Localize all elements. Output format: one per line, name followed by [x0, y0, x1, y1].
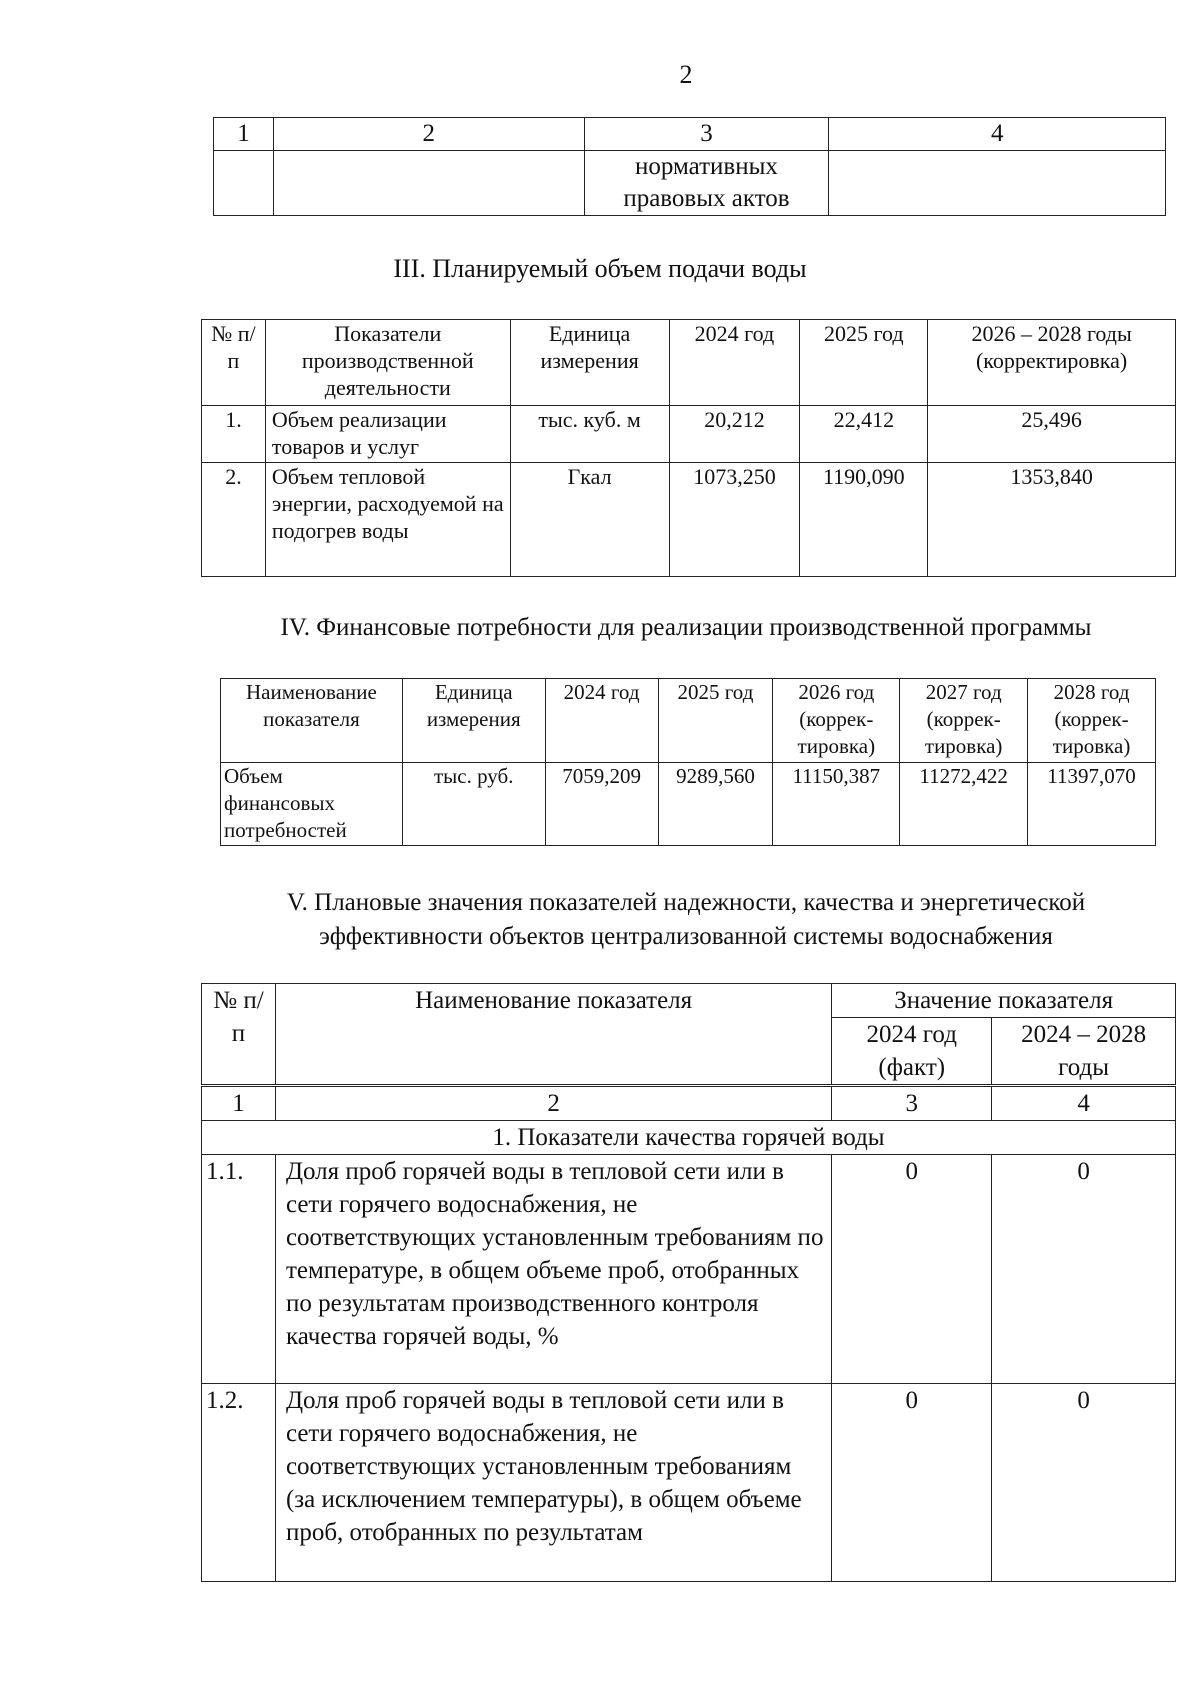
header-cell: Единица измерения: [510, 320, 669, 406]
header-cell: 2026 год (коррек- тировка): [773, 679, 900, 763]
header-cell: 2024 год: [545, 679, 658, 763]
row-number: 1.2.: [202, 1384, 276, 1582]
header-cell: 2027 год (коррек- тировка): [900, 679, 1028, 763]
row-name: Доля проб горячей воды в тепловой сети или в сети горячего водоснабжения, не соответствующих установленным требованиям (за исключением температуры), в общем объеме проб, отобранных по результатам: [275, 1384, 831, 1582]
row-name: Объем финансовых потребностей: [221, 763, 403, 846]
row-unit: тыс. куб. м: [510, 406, 669, 463]
table-header-row: [221, 679, 1156, 763]
col-number: 3: [584, 118, 829, 151]
header-value: Значение показателя: [832, 984, 1176, 1018]
value-2027: 11272,422: [900, 763, 1028, 846]
financial-needs-table: [220, 678, 1156, 846]
table-header-row: [202, 320, 1176, 406]
header-cell: Показатели производственной деятельности: [265, 320, 510, 406]
col-number: 4: [992, 1086, 1176, 1121]
header-fact: 2024 год (факт): [832, 1018, 992, 1086]
header-num: № п/п: [202, 984, 276, 1086]
value-2025: 9289,560: [658, 763, 773, 846]
header-cell: 2025 год: [800, 320, 928, 406]
group-title: 1. Показатели качества горячей воды: [202, 1121, 1176, 1155]
section-4-title: IV. Финансовые потребности для реализации производственной программы: [280, 614, 1092, 641]
row-name: Объем реализации товаров и услуг: [265, 406, 510, 463]
table-row: [202, 463, 1176, 577]
row-unit: Гкал: [510, 463, 669, 577]
table-cell: [214, 151, 274, 216]
table-row: [214, 151, 1166, 216]
value-2026: 11150,387: [773, 763, 900, 846]
page-number: 2: [679, 60, 693, 89]
value-fact: 0: [832, 1155, 992, 1384]
value-2025: 22,412: [800, 406, 928, 463]
row-number: 1.1.: [202, 1155, 276, 1384]
section-3-title: III. Планируемый объем подачи воды: [393, 254, 807, 283]
header-cell: Единица измерения: [402, 679, 545, 763]
row-number: 2.: [202, 463, 266, 577]
value-plan: 0: [992, 1155, 1176, 1384]
value-2024: 7059,209: [545, 763, 658, 846]
section-5-title-line1: V. Плановые значения показателей надежности, качества и энергетической: [286, 889, 1086, 916]
header-cell: 2028 год (коррек- тировка): [1028, 679, 1156, 763]
value-2028: 11397,070: [1028, 763, 1156, 846]
continuation-table: [213, 117, 1166, 216]
column-numbers-row: [202, 1086, 1176, 1121]
table-row: [202, 1384, 1176, 1582]
value-2024: 1073,250: [669, 463, 800, 577]
table-row: [221, 763, 1156, 846]
value-fact: 0: [832, 1384, 992, 1582]
header-name: Наименование показателя: [275, 984, 831, 1086]
table-row: [202, 1155, 1176, 1384]
table-row: [202, 406, 1176, 463]
table-cell: нормативных правовых актов: [584, 151, 829, 216]
table-header-row: [202, 984, 1176, 1018]
header-cell: № п/п: [202, 320, 266, 406]
row-number: 1.: [202, 406, 266, 463]
value-2025: 1190,090: [800, 463, 928, 577]
group-row: [202, 1121, 1176, 1155]
header-cell: 2024 год: [669, 320, 800, 406]
col-number: 3: [832, 1086, 992, 1121]
header-cell: 2026 – 2028 годы (корректировка): [928, 320, 1176, 406]
header-plan: 2024 – 2028 годы: [992, 1018, 1176, 1086]
section-5-title-line2: эффективности объектов централизованной системы водоснабжения: [319, 923, 1053, 950]
table-header-row: [214, 118, 1166, 151]
value-2026-2028: 25,496: [928, 406, 1176, 463]
row-name: Объем тепловой энергии, расходуемой на подогрев воды: [265, 463, 510, 577]
col-number: 2: [275, 1086, 831, 1121]
value-plan: 0: [992, 1384, 1176, 1582]
water-supply-table: [201, 319, 1176, 577]
header-cell: 2025 год: [658, 679, 773, 763]
value-2024: 20,212: [669, 406, 800, 463]
col-number: 4: [829, 118, 1166, 151]
value-2026-2028: 1353,840: [928, 463, 1176, 577]
col-number: 1: [202, 1086, 276, 1121]
table-cell: [273, 151, 584, 216]
reliability-indicators-table: [201, 983, 1176, 1582]
col-number: 2: [273, 118, 584, 151]
header-cell: Наименование показателя: [221, 679, 403, 763]
table-cell: [829, 151, 1166, 216]
row-name: Доля проб горячей воды в тепловой сети или в сети горячего водоснабжения, не соответствующих установленным требованиям по температуре, в общем объеме проб, отобранных по результатам производственного контроля качества горячей воды, %: [275, 1155, 831, 1384]
row-unit: тыс. руб.: [402, 763, 545, 846]
col-number: 1: [214, 118, 274, 151]
